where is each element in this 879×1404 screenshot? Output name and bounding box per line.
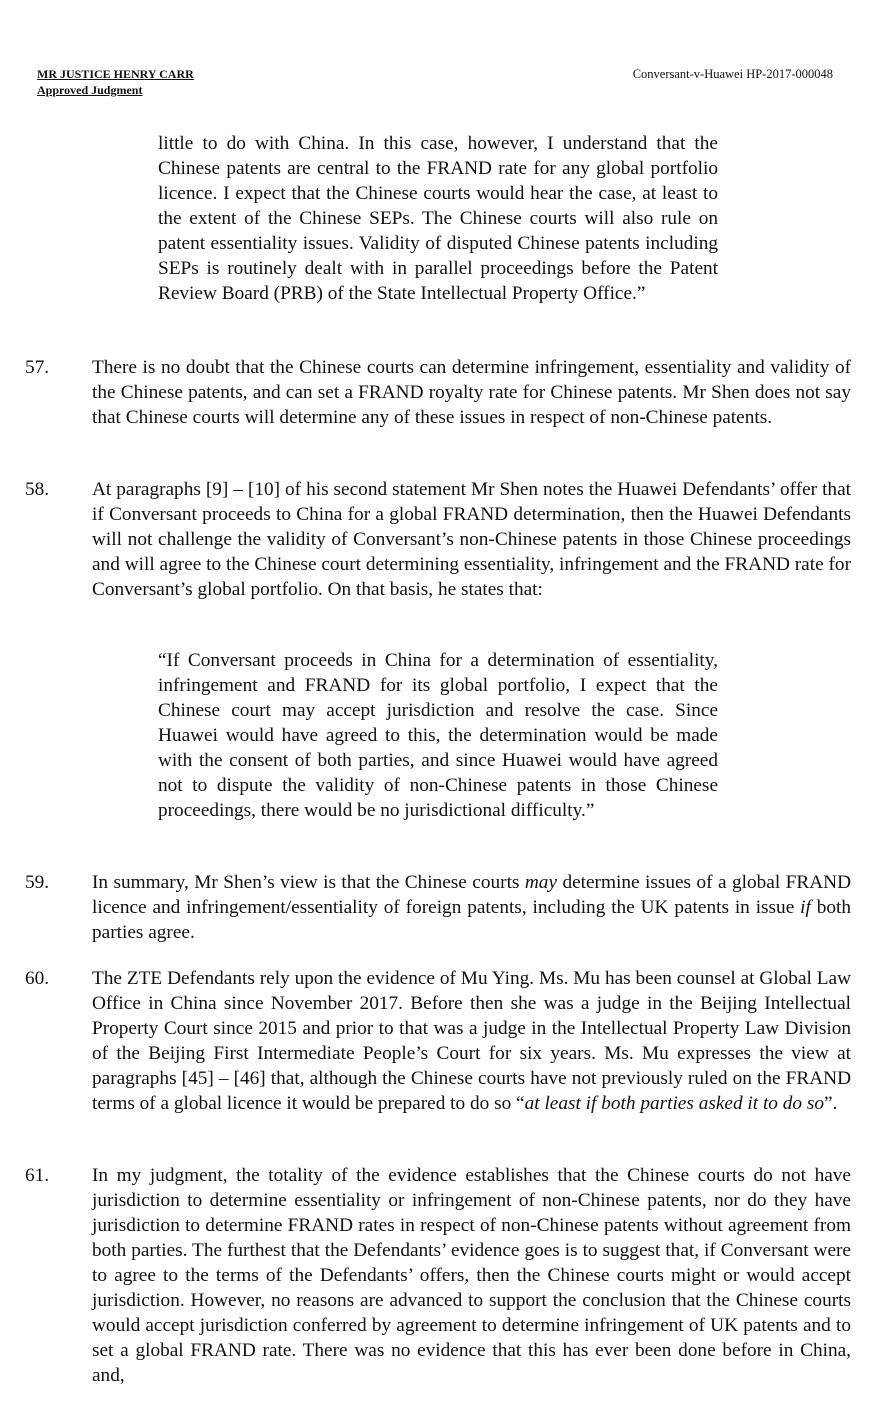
paragraph-59 [25,870,851,945]
paragraph-number: 59. [25,872,50,893]
judge-name: MR JUSTICE HENRY CARR [37,67,194,81]
paragraph-57 [25,355,851,430]
paragraph-text: In summary, Mr Shen’s view is that the Chinese courts may determine issues of a global FRAND licence and infringement/essentiality of foreign patents, including the UK patents in issue if both parties agree. [92,872,851,943]
emphasis-may: may [524,872,557,893]
quote-block-2: “If Conversant proceeds in China for a determination of essentiality, infringement and FRAND for its global portfolio, I expect that the Chinese court may accept jurisdiction and resolve the case. Since Huawei would have agreed to this, the determination would be made with the consent of both parties, and since Huawei would have agreed not to dispute the validity of non-Chinese patents in those Chinese proceedings, there would be no jurisdictional difficulty.” [158,650,718,821]
emphasis-quote: at least if both parties asked it to do so [524,1093,825,1114]
paragraph-61 [25,1163,851,1388]
quote-block-1: little to do with China. In this case, however, I understand that the Chinese patents are central to the FRAND rate for any global portfolio licence. I expect that the Chinese courts would hear the case, at least to the extent of the Chinese SEPs. The Chinese courts will also rule on patent essentiality issues. Validity of disputed Chinese patents including SEPs is routinely dealt with in parallel proceedings before the Patent Review Board (PRB) of the State Intellectual Property Office.” [158,133,718,304]
paragraph-text: At paragraphs [9] – [10] of his second statement Mr Shen notes the Huawei Defendants’ offer that if Conversant proceeds to China for a global FRAND determination, then the Huawei Defendants will not challenge the validity of Conversant’s non-Chinese patents in those Chinese proceedings and will agree to the Chinese court determining essentiality, infringement and the FRAND rate for Conversant’s global portfolio. On that basis, he states that: [92,479,851,600]
header-left [37,66,194,98]
paragraph-number: 57. [25,357,50,378]
case-reference: Conversant-v-Huawei HP-2017-000048 [632,67,833,81]
paragraph-text: The ZTE Defendants rely upon the evidence of Mu Ying. Ms. Mu has been counsel at Global Law Office in China since November 2017. Before then she was a judge in the Beijing Intellectual Property Court since 2015 and prior to that was a judge in the Intellectual Property Law Division of the Beijing First Intermediate People’s Court for six years. Ms. Mu expresses the view at paragraphs [45] – [46] that, although the Chinese courts have not previously ruled on the FRAND terms of a global licence it would be prepared to do so “at least if both parties asked it to do so”. [92,968,851,1114]
approved-judgment-label: Approved Judgment [37,83,143,97]
paragraph-text: In my judgment, the totality of the evidence establishes that the Chinese courts do not have jurisdiction to determine essentiality or infringement of non-Chinese patents, nor do they have jurisdiction to determine FRAND rates in respect of non-Chinese patents without agreement from both parties. The furthest that the Defendants’ evidence goes is to suggest that, if Conversant were to agree to the terms of the Defendants’ offers, then the Chinese courts might or would accept jurisdiction. However, no reasons are advanced to support the conclusion that the Chinese courts would accept jurisdiction conferred by agreement to determine infringement of UK patents and to set a global FRAND rate. There was no evidence that this has ever been done before in China, and, [92,1165,851,1386]
paragraph-number: 60. [25,968,50,989]
paragraph-number: 58. [25,479,50,500]
emphasis-if: if [800,897,811,918]
paragraph-number: 61. [25,1165,50,1186]
paragraph-58 [25,477,851,602]
paragraph-text: There is no doubt that the Chinese courts can determine infringement, essentiality and validity of the Chinese patents, and can set a FRAND royalty rate for Chinese patents. Mr Shen does not say that Chinese courts will determine any of these issues in respect of non-Chinese patents. [92,357,851,428]
paragraph-60 [25,966,851,1116]
